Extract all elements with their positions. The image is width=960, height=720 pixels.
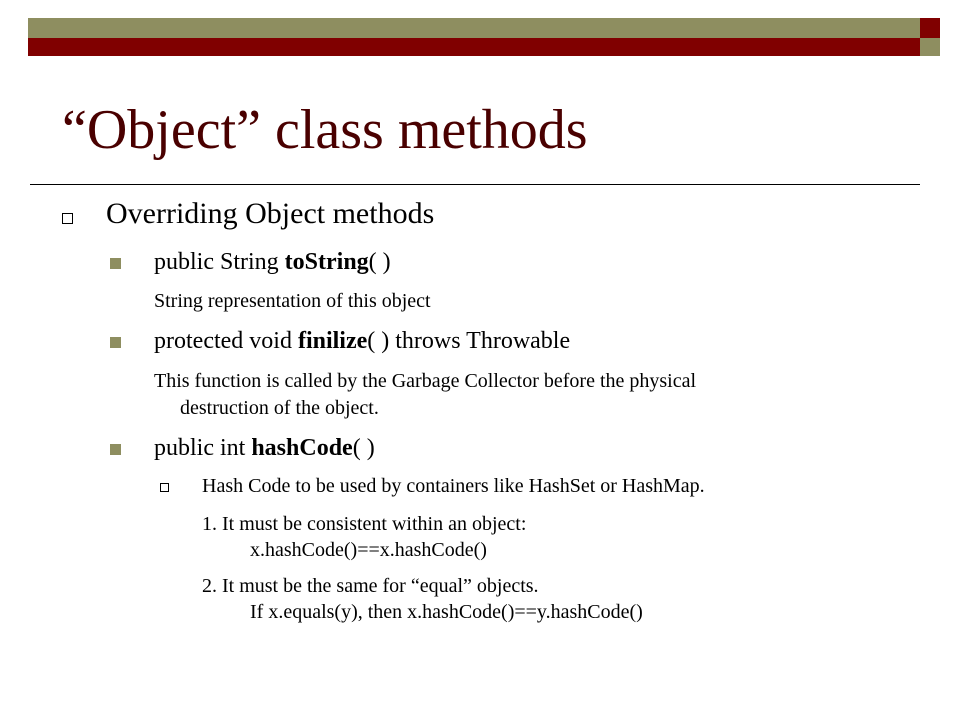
title-divider: [30, 184, 920, 185]
filled-square-bullet-icon: [110, 258, 121, 269]
slide-title: “Object” class methods: [62, 99, 588, 161]
method-tostring-post: ( ): [368, 249, 391, 275]
filled-square-bullet-icon: [110, 337, 121, 348]
method-tostring-pre: public String: [154, 249, 285, 275]
hashcode-rule1-line2: x.hashCode()==x.hashCode(): [250, 539, 487, 561]
finilize-description-line2: destruction of the object.: [180, 397, 379, 419]
bullet-overriding: Overriding Object methods: [106, 197, 435, 230]
method-tostring-name: toString: [284, 249, 369, 275]
filled-square-bullet-icon: [110, 444, 121, 455]
method-hashcode-pre: public int: [154, 435, 252, 461]
finilize-description-line1: This function is called by the Garbage Collector before the physical: [154, 370, 697, 392]
method-hashcode: [154, 434, 375, 463]
header-bar-olive: [28, 18, 920, 38]
method-finilize-post: ( ) throws Throwable: [367, 328, 571, 354]
hashcode-rule2-line2: If x.equals(y), then x.hashCode()==y.hashCode(): [250, 601, 643, 623]
hashcode-rule1-line1: 1. It must be consistent within an object:: [202, 513, 527, 535]
corner-square-olive: [920, 38, 940, 56]
hollow-square-bullet-icon: [160, 483, 169, 492]
method-finilize: [154, 327, 570, 356]
method-hashcode-post: ( ): [352, 435, 375, 461]
hashcode-purpose: Hash Code to be used by containers like HashSet or HashMap.: [202, 475, 705, 497]
method-finilize-pre: protected void: [154, 328, 298, 354]
hollow-square-bullet-icon: [62, 213, 73, 224]
header-bar-red: [28, 38, 920, 56]
corner-square-red: [920, 18, 940, 38]
tostring-description: String representation of this object: [154, 290, 431, 312]
method-tostring: [154, 248, 391, 277]
hashcode-rule2-line1: 2. It must be the same for “equal” objects.: [202, 575, 539, 597]
method-hashcode-name: hashCode: [251, 435, 353, 461]
method-finilize-name: finilize: [297, 328, 368, 354]
